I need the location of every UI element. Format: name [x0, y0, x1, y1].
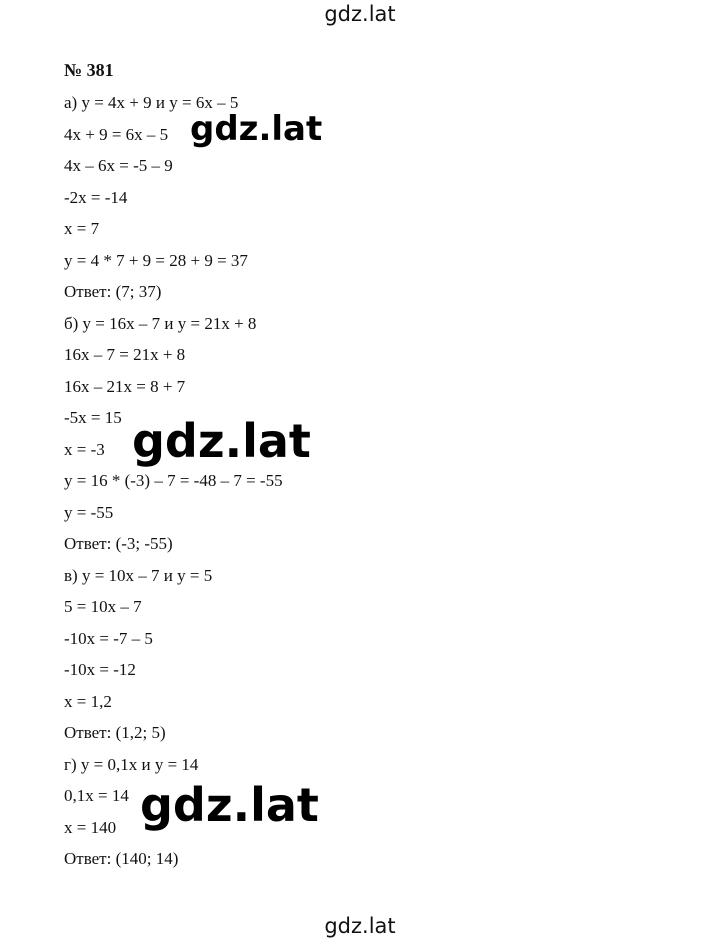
watermark: gdz.lat: [140, 778, 319, 832]
solution-text: [64, 87, 283, 875]
solution-line: x = 1,2: [64, 691, 112, 711]
solution-line: 4x + 9 = 6x – 5: [64, 124, 169, 144]
watermark: gdz.lat: [186, 112, 326, 146]
problem-number: № 381: [64, 60, 114, 80]
solution-line: x = 140: [64, 817, 117, 837]
answer-line: Ответ: (-3; -55): [64, 534, 173, 553]
solution-line: б) y = 16x – 7 и y = 21x + 8: [64, 313, 257, 333]
solution-line: а) y = 4x + 9 и y = 6x – 5: [64, 93, 239, 112]
solution-line: -2x = -14: [64, 187, 128, 207]
watermark: gdz.lat: [132, 414, 311, 468]
solution-line: x = -3: [64, 439, 105, 459]
solution-line: -10x = -12: [64, 660, 136, 679]
solution-line: y = 4 * 7 + 9 = 28 + 9 = 37: [64, 250, 248, 270]
solution-line: y = 16 * (-3) – 7 = -48 – 7 = -55: [64, 471, 283, 490]
answer-line: Ответ: (140; 14): [64, 849, 179, 868]
solution-line: y = -55: [64, 502, 114, 522]
site-header: gdz.lat: [324, 2, 396, 26]
solution-line: 16x – 7 = 21x + 8: [64, 345, 186, 364]
solution-line: 4x – 6x = -5 – 9: [64, 156, 173, 175]
solution-line: в) y = 10x – 7 и y = 5: [64, 565, 213, 585]
solution-line: 16x – 21x = 8 + 7: [64, 376, 186, 396]
solution-line: -5x = 15: [64, 408, 122, 427]
solution-line: 0,1x = 14: [64, 786, 129, 805]
answer-line: Ответ: (7; 37): [64, 282, 162, 301]
solution-line: x = 7: [64, 219, 100, 238]
site-footer: gdz.lat: [324, 914, 396, 938]
solution-line: 5 = 10x – 7: [64, 597, 142, 616]
solution-line: -10x = -7 – 5: [64, 628, 153, 648]
answer-line: Ответ: (1,2; 5): [64, 723, 166, 742]
solution-line: г) y = 0,1x и y = 14: [64, 754, 199, 774]
